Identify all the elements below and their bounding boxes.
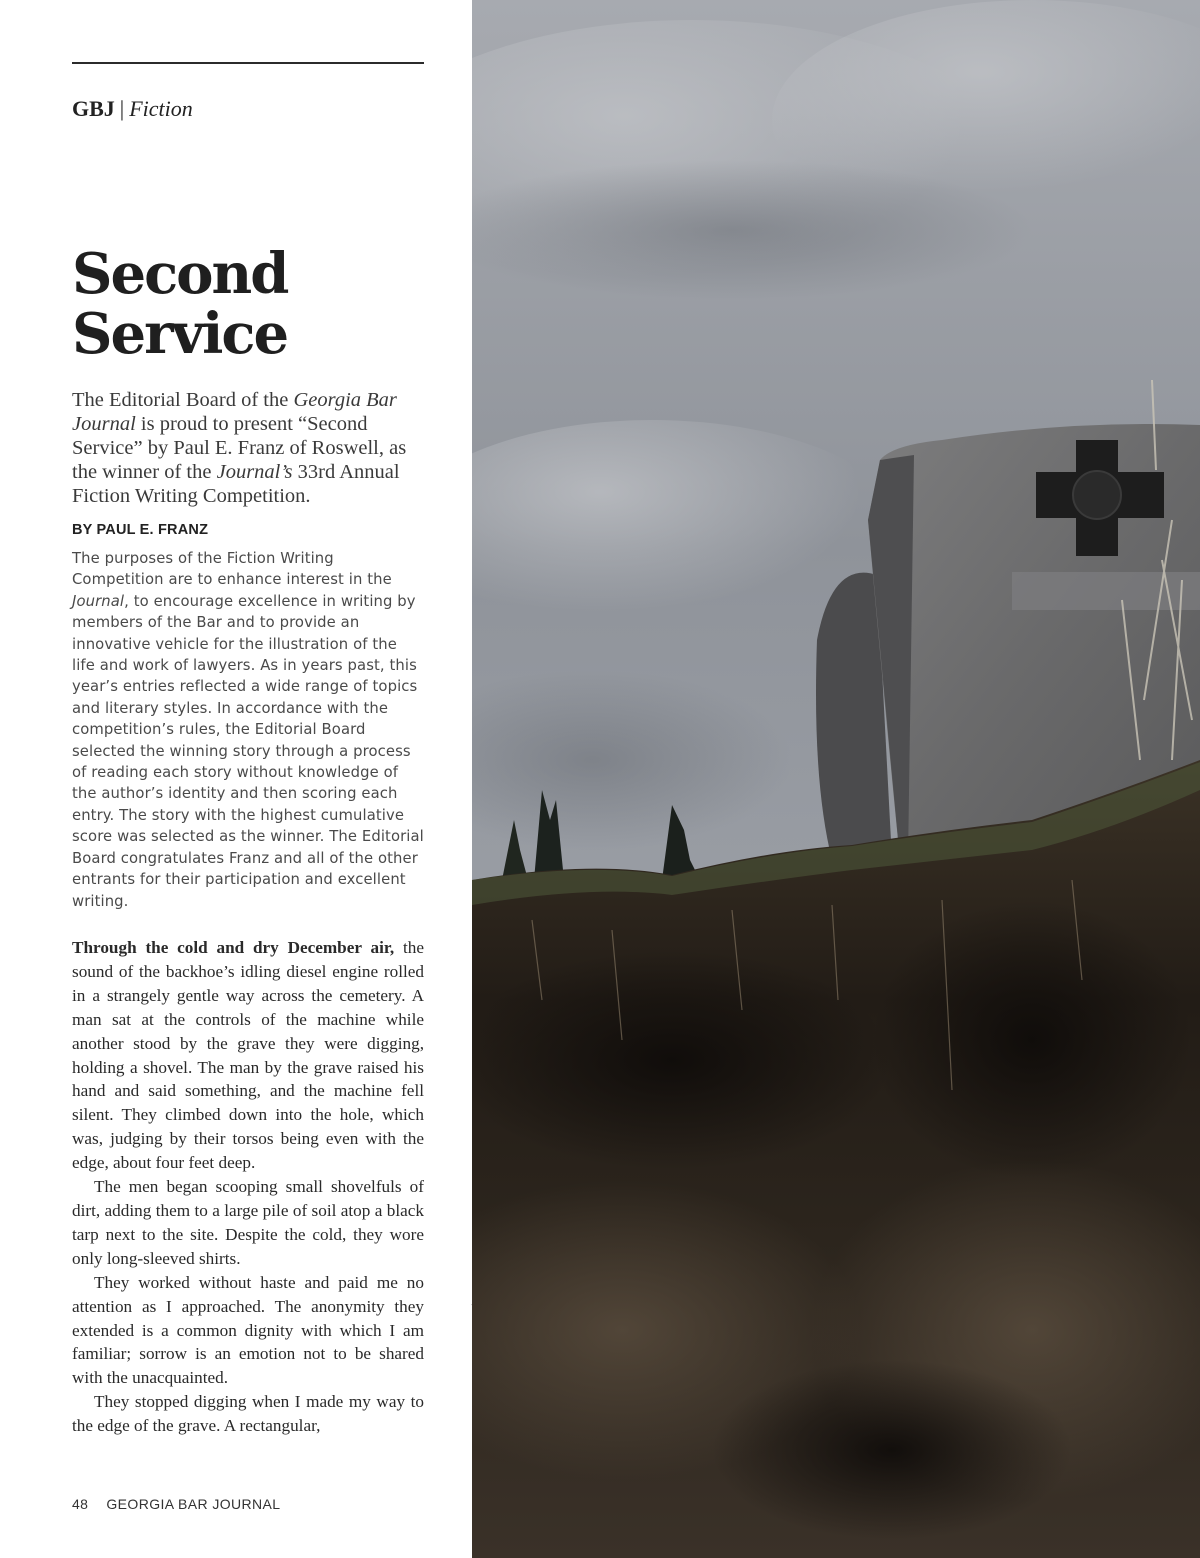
gravestone-photo-graphic <box>472 0 1200 1558</box>
deck-text: The Editorial Board of the <box>72 389 294 411</box>
story-body <box>72 936 424 1438</box>
journal-name: GEORGIA BAR JOURNAL <box>106 1496 281 1512</box>
deck-text: 33rd Annual Fiction Writing Competition. <box>72 461 400 507</box>
title-line-1: Second <box>72 241 288 307</box>
article-deck <box>72 388 424 508</box>
header-separator: | <box>119 96 125 121</box>
intro-text: The purposes of the Fiction Writing Competition are to enhance interest in the <box>72 550 392 589</box>
story-paragraph: The men began scooping small shovelfuls of dirt, adding them to a large pile of soil atop a black tarp next to the site. Despite the cold, they wore only long-sleeved shirts. <box>72 1177 424 1268</box>
intro-text: , to encourage excellence in writing by members of the Bar and to provide an innovative vehicle for the illustration of the life and work of lawyers. As in years past, this year’s entries reflected a wide range of topics and literary styles. In accordance with the competition’s rules, the Editorial Board selected the winning story through a process of reading each story without knowledge of the author’s identity and then scoring each entry. The story with the highest cumulative score was selected as the winner. The Editorial Board congratulates Franz and all of the other entrants for their participation and excellent writing. <box>72 592 424 910</box>
deck-text: is proud to present “Second Service” by Paul E. Franz of Roswell, as the winner of the <box>72 413 407 483</box>
header-rule <box>72 62 424 64</box>
publication-abbr: GBJ <box>72 96 115 121</box>
section-name: Fiction <box>129 96 193 121</box>
byline: BY PAUL E. FRANZ <box>72 522 209 538</box>
story-text: the sound of the backhoe’s idling diesel engine rolled in a strangely gentle way across the cemetery. A man sat at the controls of the machine while another stood by the grave they were digging, holding a shovel. The man by the grave raised his hand and said something, and the machine fell silent. They climbed down into the hole, which was, judging by their torsos being even with the edge, about four feet deep. <box>72 938 424 1173</box>
story-paragraph <box>72 936 424 1175</box>
page-footer <box>72 1496 280 1512</box>
deck-journal-name: Georgia Bar Journal <box>72 389 397 435</box>
intro-journal-name: Journal <box>72 592 125 610</box>
deck-journal-possessive: Journal’s <box>216 461 293 483</box>
page-number: 48 <box>72 1496 89 1512</box>
title-line-2: Service <box>72 301 288 367</box>
section-header <box>72 96 193 122</box>
competition-intro <box>72 548 424 912</box>
article-title <box>72 241 432 367</box>
story-paragraph: They worked without haste and paid me no attention as I approached. The anonymity they extended is a common dignity with which I am familiar; sorrow is an emotion not to be shared with the unacquainted. <box>72 1272 424 1388</box>
story-paragraph: They stopped digging when I made my way to the edge of the grave. A rectangular, <box>72 1392 424 1436</box>
gravestone-photo <box>472 0 1200 1558</box>
story-lead-in: Through the cold and dry December air, <box>72 938 395 957</box>
